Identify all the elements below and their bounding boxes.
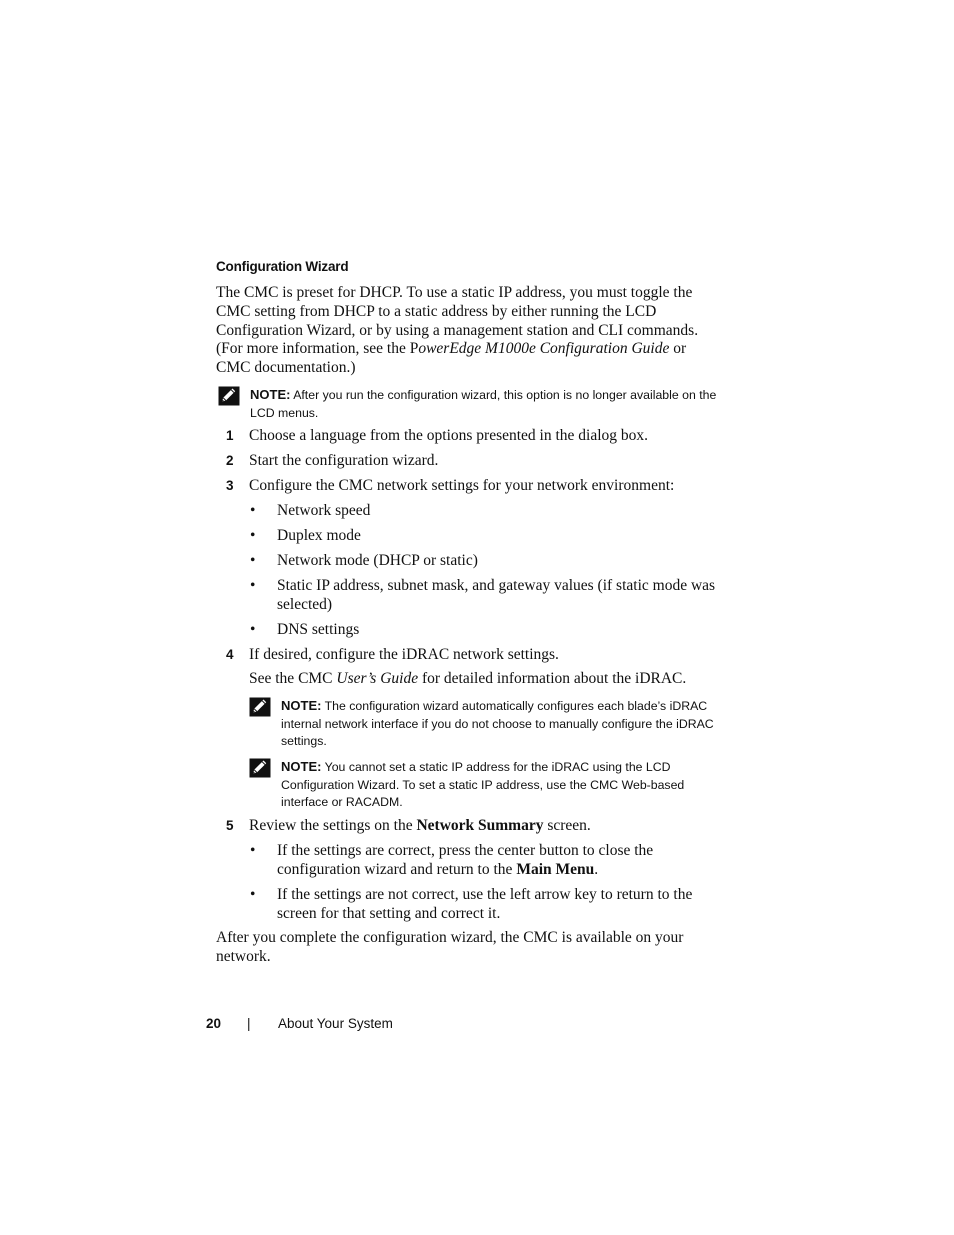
- note-3-text: You cannot set a static IP address for the iDRAC using the LCD Configuration Wizard. To set a static IP address, use the CMC Web-based interface or RACADM.: [281, 760, 685, 809]
- step-5-bullet-2: If the settings are not correct, use the left arrow key to return to the screen for that setting and correct it.: [277, 886, 693, 922]
- bullet-marker: •: [250, 502, 256, 519]
- note-2: [281, 697, 719, 751]
- step-3-bullet-5: DNS settings: [277, 621, 360, 638]
- step-3-bullet-3: Network mode (DHCP or static): [277, 552, 478, 569]
- bullet-marker: •: [250, 577, 256, 594]
- step-4-number: 4: [226, 647, 234, 662]
- step-5-bullet-1-before: If the settings are correct, press the center button to close the configuration wizard and return to the: [277, 842, 654, 878]
- bullet-marker: •: [250, 621, 256, 638]
- note-pencil-icon: [249, 758, 271, 778]
- step-5-text: [249, 817, 719, 836]
- intro-guide-title: owerEdge M1000e Configuration Guide: [418, 340, 670, 358]
- note-1: [250, 386, 718, 422]
- step-3-bullet-2: Duplex mode: [277, 527, 361, 544]
- intro-guide-p: P: [409, 340, 419, 358]
- step-3-number: 3: [226, 478, 234, 493]
- note-2-text: The configuration wizard automatically configures each blade’s iDRAC internal network interface if you do not choose to manually configure the iDRAC settings.: [281, 699, 714, 748]
- note-3-label: NOTE:: [281, 759, 322, 774]
- step-4-text: If desired, configure the iDRAC network settings.: [249, 646, 559, 663]
- page-number: 20: [206, 1016, 222, 1031]
- note-pencil-icon: [249, 697, 271, 717]
- step-4-see-also: [249, 670, 719, 689]
- step-5-before: Review the settings on the: [249, 817, 417, 834]
- bullet-marker: •: [250, 886, 256, 903]
- note-3: [281, 758, 711, 812]
- step-5-bullet-1-bold: Main Menu: [516, 860, 595, 878]
- note-1-text: After you run the configuration wizard, this option is no longer available on the LCD menus.: [250, 388, 717, 420]
- note-pencil-icon: [218, 386, 240, 406]
- intro-paragraph: [216, 284, 716, 378]
- closing-paragraph: After you complete the configuration wizard, the CMC is available on your network.: [216, 929, 684, 965]
- step-2-text: Start the configuration wizard.: [249, 452, 439, 469]
- see-also-before: See the CMC: [249, 670, 337, 687]
- footer-section-title: About Your System: [278, 1016, 393, 1031]
- bullet-marker: •: [250, 552, 256, 569]
- step-2-number: 2: [226, 453, 234, 468]
- footer-separator: |: [247, 1016, 251, 1031]
- step-3-text: Configure the CMC network settings for your network environment:: [249, 477, 675, 494]
- note-2-label: NOTE:: [281, 698, 322, 713]
- bullet-marker: •: [250, 842, 256, 859]
- step-3-bullet-4: Static IP address, subnet mask, and gateway values (if static mode was selected): [277, 577, 716, 613]
- intro-text-part2: or CMC documentation.): [216, 340, 687, 377]
- bullet-marker: •: [250, 527, 256, 544]
- step-5-bullet-1-after: .: [594, 860, 599, 878]
- see-also-guide-title: User’s Guide: [336, 670, 419, 687]
- step-1-text: Choose a language from the options presented in the dialog box.: [249, 427, 649, 444]
- section-heading: Configuration Wizard: [216, 259, 349, 274]
- step-5-number: 5: [226, 818, 234, 833]
- step-5-after: screen.: [543, 817, 591, 834]
- step-3-bullet-1: Network speed: [277, 502, 371, 519]
- see-also-after: for detailed information about the iDRAC.: [418, 670, 687, 687]
- step-5-bullet-1: [277, 842, 707, 880]
- note-1-label: NOTE:: [250, 387, 291, 402]
- step-5-screen-name: Network Summary: [416, 817, 544, 834]
- intro-text-part1: The CMC is preset for DHCP. To use a static IP address, you must toggle the CMC setting from DHCP to a static address by either running the LCD Configuration Wizard, or by using a management station and CLI commands. (For more information, see the: [216, 284, 699, 358]
- step-1-number: 1: [226, 428, 234, 443]
